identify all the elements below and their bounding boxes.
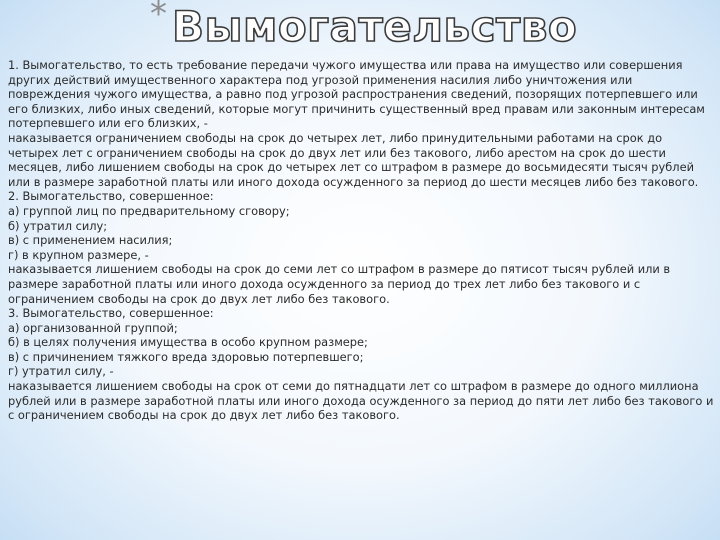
list-item: г) утратил силу, - bbox=[8, 364, 114, 379]
list-item: б) утратил силу; bbox=[8, 218, 108, 233]
paragraph: наказывается лишением свободы на срок до семи лет со штрафом в размере до пятисот тысяч рублей или в размере заработной платы или иного дохода осужденного за период до трех лет либо без такового и с ограничением свободы на срок до двух лет либо без такового. bbox=[8, 262, 671, 306]
slide-title: Вымогательство bbox=[172, 2, 578, 51]
paragraph: 2. Вымогательство, совершенное: bbox=[8, 189, 214, 204]
paragraph: наказывается лишением свободы на срок от семи до пятнадцати лет со штрафом в размере до одного миллиона рублей или в размере заработной платы или иного дохода осужденного за период до пяти лет либо без такового и с ограничением свободы на срок до двух лет либо без такового. bbox=[8, 379, 714, 423]
list-item: г) в крупном размере, - bbox=[8, 247, 149, 262]
slide-body bbox=[8, 58, 716, 423]
paragraph: наказывается ограничением свободы на срок до четырех лет, либо принудительными работами на срок до четырех лет с ограничением свободы на срок до двух лет или без такового, либо арестом на срок до шести месяцев, либо лишением свободы на срок до четырех лет со штрафом в размере до восьмидесяти тысяч рублей или в размере заработной платы или иного дохода осужденного за период до шести месяцев либо без такового. bbox=[8, 130, 699, 189]
paragraph: 3. Вымогательство, совершенное: bbox=[8, 306, 214, 321]
list-item: а) группой лиц по предварительному сговору; bbox=[8, 203, 290, 218]
list-item: б) в целях получения имущества в особо крупном размере; bbox=[8, 335, 368, 350]
list-item: в) с причинением тяжкого вреда здоровью потерпевшего; bbox=[8, 349, 364, 364]
slide-header bbox=[0, 0, 720, 54]
asterisk-decoration: * bbox=[150, 0, 167, 34]
list-item: в) с применением насилия; bbox=[8, 233, 173, 248]
list-item: а) организованной группой; bbox=[8, 320, 178, 335]
paragraph: 1. Вымогательство, то есть требование передачи чужого имущества или права на имущество или совершения других действий имущественного характера под угрозой применения насилия либо уничтожения или повреждения чужого имущества, а равно под угрозой распространения сведений, позорящих потерпевшего или его близких, либо иных сведений, которые могут причинить существенный вред правам или законным интересам потерпевшего или его близких, - bbox=[8, 58, 705, 131]
